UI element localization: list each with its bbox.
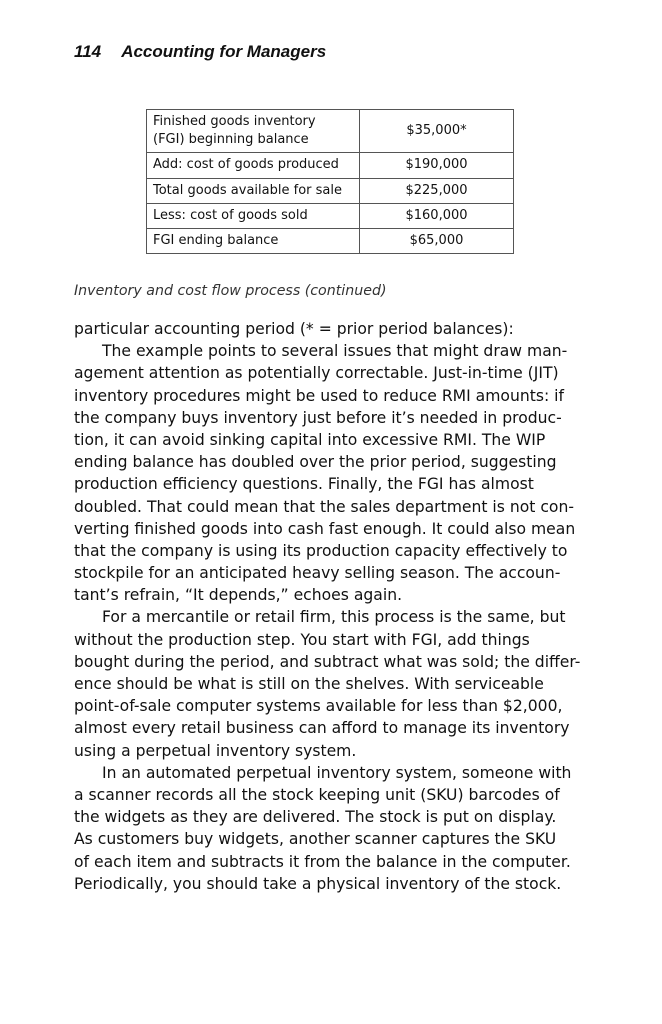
row-label: Less: cost of goods sold [147,203,360,228]
row-label-line: (FGI) beginning balance [153,132,309,148]
row-value: $190,000 [360,153,514,178]
text-line: In an automated perpetual inventory system, someone with [102,763,572,782]
text-line: point-of-sale computer systems available for less than $2,000, [74,697,563,716]
text-line: tion, it can avoid sinking capital into excessive RMI. The WIP [74,430,546,449]
table-row [147,178,514,203]
table-row [147,203,514,228]
text-line: bought during the period, and subtract what was sold; the differ- [74,652,581,671]
row-label: Add: cost of goods produced [147,153,360,178]
text-line: doubled. That could mean that the sales department is not con- [74,497,574,516]
row-value: $225,000 [360,178,514,203]
table-caption: Inventory and cost flow process (continued) [74,283,387,299]
text-line: ending balance has doubled over the prior period, suggesting [74,453,557,472]
text-line: without the production step. You start with FGI, add things [74,630,530,649]
text-line: The example points to several issues that might draw man- [102,342,568,361]
text-line: using a perpetual inventory system. [74,741,357,760]
text-line: the company buys inventory just before it’s needed in produc- [74,408,562,427]
row-label: FGI ending balance [147,228,360,253]
text-line: production efficiency questions. Finally, the FGI has almost [74,475,534,494]
row-label: Total goods available for sale [147,178,360,203]
text-line: the widgets as they are delivered. The stock is put on display. [74,808,557,827]
text-line: tant’s refrain, “It depends,” echoes again. [74,586,403,605]
text-line: of each item and subtracts it from the balance in the computer. [74,852,571,871]
row-value: $65,000 [360,228,514,253]
text-line: For a mercantile or retail firm, this process is the same, but [102,608,566,627]
text-line: particular accounting period (* = prior period balances): [74,320,514,338]
text-line: agement attention as potentially correctable. Just-in-time (JIT) [74,364,559,383]
inventory-table [146,109,514,254]
body-text [74,318,594,895]
text-line: As customers buy widgets, another scanner captures the SKU [74,830,557,849]
text-line: verting finished goods into cash fast enough. It could also mean [74,519,576,538]
text-line: that the company is using its production capacity effectively to [74,541,568,560]
text-line: Periodically, you should take a physical inventory of the stock. [74,874,562,893]
text-line: a scanner records all the stock keeping unit (SKU) barcodes of [74,785,560,804]
row-value: $160,000 [360,203,514,228]
page-number: 114 [74,42,102,61]
row-label [147,110,360,153]
text-line: ence should be what is still on the shelves. With serviceable [74,675,544,693]
row-label-line: Finished goods inventory [153,114,316,129]
row-value: $35,000* [360,110,514,153]
table-row [147,153,514,178]
text-line: inventory procedures might be used to reduce RMI amounts: if [74,386,564,405]
table-row [147,228,514,253]
table-row [147,110,514,153]
text-line: stockpile for an anticipated heavy selling season. The accoun- [74,564,561,583]
book-title: Accounting for Managers [121,42,327,61]
text-line: almost every retail business can afford to manage its inventory [74,719,570,738]
running-header [74,42,326,62]
